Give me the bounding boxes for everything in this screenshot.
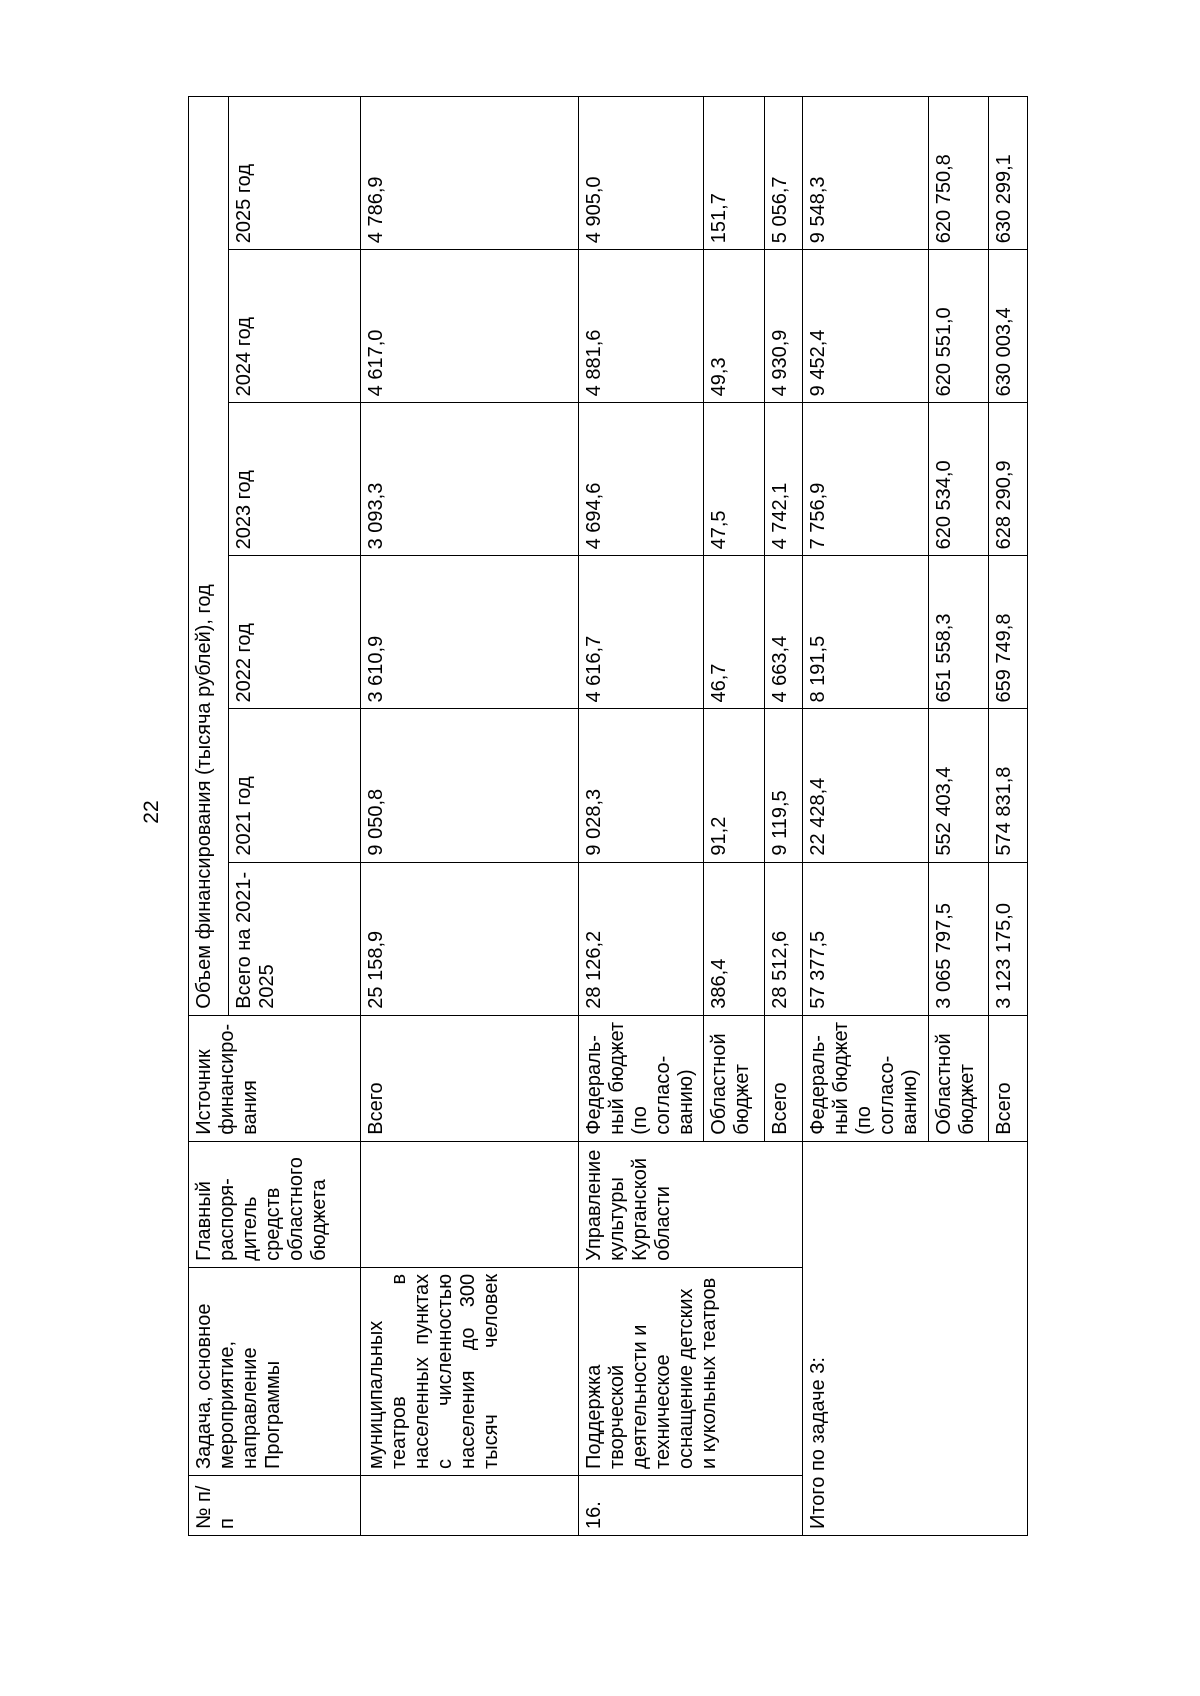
cell-value: 9 119,5: [764, 709, 802, 862]
cell-value: 28 126,2: [578, 862, 703, 1015]
cell-value: 3 610,9: [361, 556, 579, 709]
cell-value: 9 028,3: [578, 709, 703, 862]
cell-value: 7 756,9: [803, 403, 928, 556]
cell-num: [361, 1475, 579, 1535]
cell-value: 574 831,8: [989, 709, 1028, 862]
cell-value: 4 663,4: [764, 556, 802, 709]
cell-value: 4 930,9: [764, 250, 802, 403]
cell-task: муниципальных театров в населенных пунктах с численностью населения до 300 тысяч человек: [361, 1267, 579, 1475]
cell-value: 4 617,0: [361, 250, 579, 403]
cell-value: 651 558,3: [928, 556, 989, 709]
header-2024: 2024 год: [229, 250, 361, 403]
header-total: Всего на 2021-2025: [229, 862, 361, 1015]
cell-value: 552 403,4: [928, 709, 989, 862]
cell-value: 628 290,9: [989, 403, 1028, 556]
cell-source: Федераль-ный бюджет (по согласо-ванию): [578, 1015, 703, 1141]
header-num: № п/п: [189, 1475, 361, 1535]
cell-task: Поддержка творческой деятельности и техническое оснащение детских и кукольных театров: [578, 1267, 803, 1475]
cell-value: 620 551,0: [928, 250, 989, 403]
cell-value: 151,7: [704, 97, 765, 250]
cell-source: Всего: [989, 1015, 1028, 1141]
cell-value: 9 452,4: [803, 250, 928, 403]
funding-table: [188, 96, 1028, 1536]
cell-value: 4 881,6: [578, 250, 703, 403]
cell-source: Федераль-ный бюджет (по согласо-ванию): [803, 1015, 928, 1141]
cell-value: 46,7: [704, 556, 765, 709]
cell-value: 22 428,4: [803, 709, 928, 862]
cell-value: 91,2: [704, 709, 765, 862]
cell-value: 620 750,8: [928, 97, 989, 250]
header-task: Задача, основное мероприятие, направление Программы: [189, 1267, 361, 1475]
cell-value: 620 534,0: [928, 403, 989, 556]
header-admin: Главный распоря-дитель средств областного бюджета: [189, 1141, 361, 1267]
cell-value: 630 299,1: [989, 97, 1028, 250]
cell-value: 4 786,9: [361, 97, 579, 250]
cell-value: 3 123 175,0: [989, 862, 1028, 1015]
cell-value: 8 191,5: [803, 556, 928, 709]
cell-value: 659 749,8: [989, 556, 1028, 709]
page-number: 22: [140, 800, 163, 824]
header-2023: 2023 год: [229, 403, 361, 556]
cell-value: 25 158,9: [361, 862, 579, 1015]
rotated-table-wrapper: [188, 96, 1028, 1536]
cell-value: 49,3: [704, 250, 765, 403]
cell-total-label: Итого по задаче 3:: [803, 1141, 1028, 1535]
cell-source: Всего: [764, 1015, 802, 1141]
cell-value: 5 056,7: [764, 97, 802, 250]
header-funding-group: Объем финансирования (тысяча рублей), год: [189, 97, 229, 1016]
cell-num: 16.: [578, 1475, 803, 1535]
cell-value: 4 694,6: [578, 403, 703, 556]
header-2025: 2025 год: [229, 97, 361, 250]
cell-source: Всего: [361, 1015, 579, 1141]
header-2022: 2022 год: [229, 556, 361, 709]
table-area: [188, 96, 1028, 1536]
cell-admin: Управление культуры Курганской области: [578, 1141, 803, 1267]
cell-admin: [361, 1141, 579, 1267]
cell-value: 630 003,4: [989, 250, 1028, 403]
cell-value: 3 065 797,5: [928, 862, 989, 1015]
cell-value: 386,4: [704, 862, 765, 1015]
header-source: Источник финансиро-вания: [189, 1015, 361, 1141]
cell-source: Областной бюджет: [928, 1015, 989, 1141]
cell-value: 9 548,3: [803, 97, 928, 250]
cell-value: 47,5: [704, 403, 765, 556]
table-row: [361, 97, 579, 1536]
table-row: [578, 97, 703, 1536]
cell-value: 4 905,0: [578, 97, 703, 250]
cell-value: 9 050,8: [361, 709, 579, 862]
header-row-1: [189, 97, 229, 1536]
cell-value: 3 093,3: [361, 403, 579, 556]
cell-value: 28 512,6: [764, 862, 802, 1015]
cell-value: 4 742,1: [764, 403, 802, 556]
cell-value: 57 377,5: [803, 862, 928, 1015]
cell-value: 4 616,7: [578, 556, 703, 709]
header-2021: 2021 год: [229, 709, 361, 862]
table-row: [803, 97, 928, 1536]
cell-source: Областной бюджет: [704, 1015, 765, 1141]
